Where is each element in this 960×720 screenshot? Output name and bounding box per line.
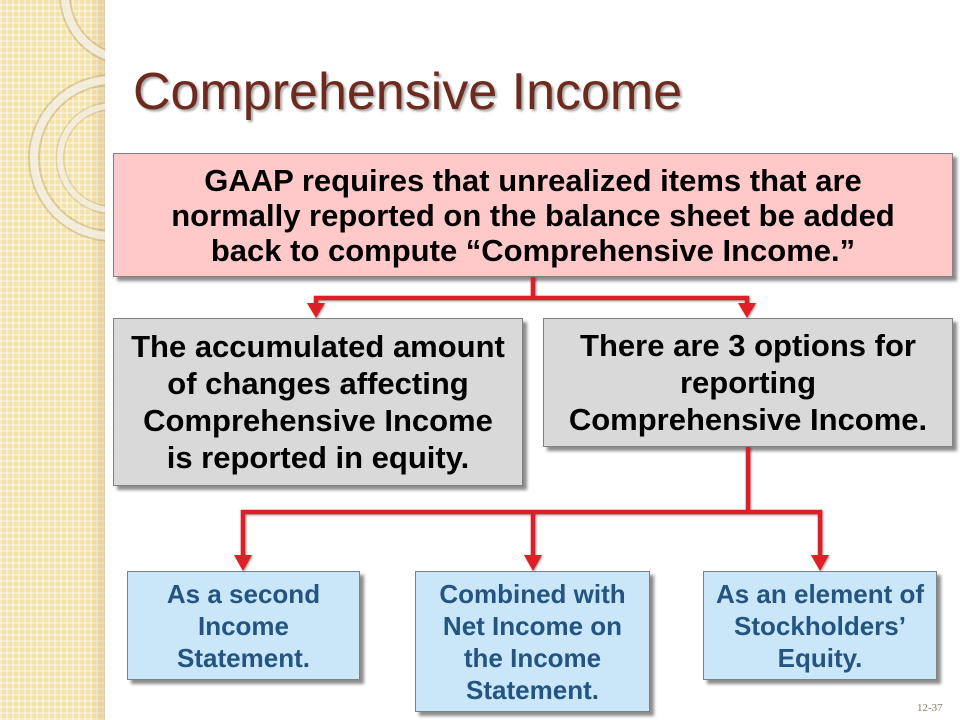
option-box-combined-with-net-income — [415, 571, 650, 712]
decorative-arc — [60, 106, 105, 210]
box-text-line: There are 3 options for — [580, 328, 916, 363]
option-box-second-income-statement — [127, 571, 360, 680]
box-text-line: the Income — [463, 642, 602, 673]
option-box-stockholders-equity — [703, 571, 937, 680]
box-text-line: Statement. — [466, 674, 599, 705]
accumulated-amount-box — [113, 318, 523, 486]
arrowhead-option-2 — [524, 555, 542, 571]
decorative-arc — [34, 80, 105, 236]
decorative-arc-outline — [34, 80, 105, 236]
box-text-line: GAAP requires that unrealized items that are — [204, 162, 862, 198]
box-text-line: Equity. — [777, 642, 863, 673]
box-text-line: back to compute “Comprehensive Income.” — [210, 232, 856, 268]
slide-title: Comprehensive Income — [133, 63, 683, 121]
box-text-line: Income — [197, 610, 290, 641]
box-text-line: Net Income on — [442, 610, 623, 641]
reporting-options-box — [543, 318, 953, 447]
box-text-line: Stockholders’ — [734, 610, 906, 641]
decorative-arcs — [0, 0, 105, 720]
connector-bracket-option-boxes — [243, 512, 820, 559]
box-text-line: Combined with — [439, 578, 626, 609]
slide-page-number: 12-37 — [917, 702, 943, 714]
box-text-line: Comprehensive Income — [143, 403, 493, 438]
box-text-line: As an element of — [715, 578, 925, 609]
box-text-line: The accumulated amount — [131, 329, 505, 364]
box-text-line: is reported in equity. — [166, 440, 470, 475]
gaap-requirement-box — [113, 153, 953, 277]
arrowhead-option-3 — [811, 555, 829, 571]
box-text-line: Statement. — [177, 642, 310, 673]
box-text-line: normally reported on the balance sheet be added — [171, 197, 895, 233]
arrowhead-left-box — [307, 303, 325, 318]
decorative-arc-outline — [60, 106, 105, 210]
box-text-line: Comprehensive Income. — [568, 402, 928, 437]
connector-bracket-middle-boxes — [316, 298, 747, 306]
arrowhead-right-box — [738, 303, 756, 318]
side-decoration-strip — [0, 0, 105, 720]
arrowhead-option-1 — [234, 555, 252, 571]
box-text-line: of changes affecting — [167, 366, 469, 401]
box-text-line: reporting — [679, 365, 817, 400]
box-text-line: As a second — [166, 578, 321, 609]
